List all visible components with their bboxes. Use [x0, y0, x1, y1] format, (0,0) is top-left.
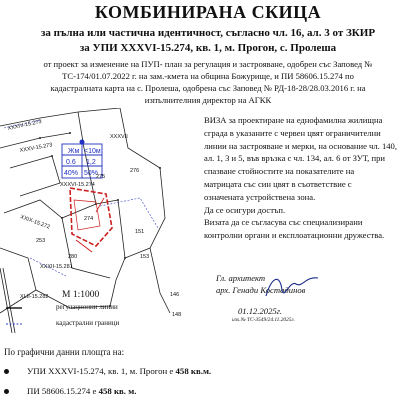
viza-line: Визата да се съгласува със специализирани — [204, 217, 363, 228]
plot-label: XLII-15.282 — [20, 294, 49, 300]
viza-line: ВИЗА за проектиране на еднофамилна жилищна — [204, 115, 383, 125]
sign-date: 01.12.2025г. — [238, 306, 283, 316]
dimension-mark — [96, 198, 104, 212]
intro-line-4: изпълнителния директор на АГКК — [144, 95, 272, 105]
intro-line-3: кадастралната карта на с. Пролеша, одобрена със Заповед № РД-18-28/28.03.2016 г. на — [50, 83, 366, 93]
viza-line: контролни органи и експлоатационни дружества. — [204, 230, 385, 241]
intro-line-1: от проект за изменение на ПУП- план за регулация и застрояване, одобрен със Заповед № — [43, 59, 373, 69]
bullet-icon — [4, 389, 9, 394]
plot-label: 253 — [36, 238, 46, 244]
plot-label: XXXIV-15.273 — [7, 118, 43, 132]
area-prefix: УПИ XXXVI-15.274, кв. 1, м. Прогон е — [27, 366, 176, 376]
plot-dots — [39, 132, 161, 307]
plot-label: XXIX-15.272 — [19, 214, 51, 231]
viza-line: матрицата със син цвят в съответствие с — [204, 178, 352, 189]
matrix-density: 0.6 — [66, 159, 76, 166]
building-footprint — [74, 200, 100, 230]
matrix-green: 40% — [64, 170, 79, 177]
plot-label: 280 — [68, 254, 78, 260]
plot-label: XXXV-15.273 — [19, 142, 53, 154]
sign-note: изх.№ ТС-3549/24.11.2025г. — [232, 317, 295, 323]
combined-sketch — [0, 108, 205, 333]
bullet-icon — [4, 369, 9, 374]
map-scale: М 1:1000 — [62, 290, 100, 300]
legend-swatches — [4, 302, 24, 332]
matrix-coverage: 50% — [84, 170, 99, 177]
document-subtitle-1: за пълна или частична идентичност, съгласно чл. 16, ал. 3 от ЗКИР — [40, 27, 376, 39]
matrix-intensity: 1,2 — [86, 159, 96, 166]
viza-line: линии на застрояване и мерки, на основание чл. 140, — [204, 140, 397, 151]
viza-line: спазване стойностите на показателите на — [204, 166, 355, 177]
plot-label: 275 — [96, 174, 106, 180]
viza-text — [204, 114, 414, 242]
viza-line: ал. 1, 3 и 5, във връзка с чл. 134, ал. 6 от ЗУТ, при — [204, 153, 385, 164]
viza-line: Да се осигури достъп. — [204, 204, 286, 215]
signature-role: Гл. архитект — [216, 273, 266, 283]
plot-label: XXXVII — [110, 134, 128, 140]
document-title: КОМБИНИРАНА СКИЦА — [94, 2, 322, 22]
plot-label: 274 — [84, 216, 94, 222]
plot-label: XXXVI-15.274 — [60, 182, 95, 188]
matrix-zone: Жм — [68, 148, 80, 155]
plot-label: 276 — [130, 168, 140, 174]
plot-label: 148 — [172, 312, 182, 318]
access-mark — [76, 240, 92, 252]
plot-label: 151 — [135, 229, 145, 235]
area-value: 458 кв. м. — [98, 386, 137, 396]
area-heading: По графични данни площта на: — [4, 347, 125, 357]
area-prefix: ПИ 58606.15.274 е — [27, 386, 99, 396]
viza-line: означената устройствена зона. — [204, 191, 316, 202]
legend-regulation: регулационни линии — [56, 303, 118, 311]
signature-name: арх. Генади Костадинов — [216, 285, 306, 295]
document-subtitle-2: за УПИ XXXVI-15.274, кв. 1, м. Прогон, с. Пролеша — [79, 42, 337, 54]
viza-line: сграда в указаните с червен цвят ограничителни — [204, 127, 381, 138]
area-value: 458 кв.м. — [175, 366, 212, 376]
matrix-height: <10м — [84, 148, 101, 155]
plot-label: 146 — [170, 292, 180, 298]
area-row-pi — [4, 386, 136, 396]
area-row-upi — [4, 366, 211, 376]
handwritten-signature — [262, 270, 322, 304]
legend-cadastre: кадастрални граници — [56, 319, 120, 327]
intro-line-2: ТС-174/01.07.2022 г. на зам.-кмета на община Божурище, и ПИ 58606.15.274 по — [62, 71, 354, 81]
plot-label: XXXII-15.281 — [40, 264, 73, 270]
plot-label: 153 — [140, 254, 150, 260]
